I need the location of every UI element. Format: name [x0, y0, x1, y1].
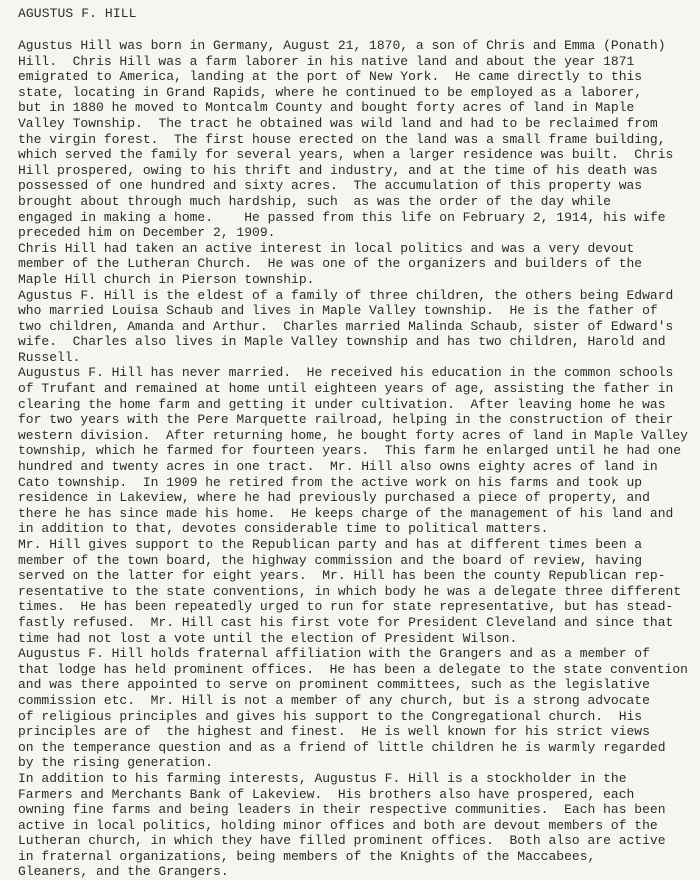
- text-line: Cato township. In 1909 he retired from the active work on his farms and took up: [18, 474, 643, 490]
- text-line: for two years with the Pere Marquette railroad, helping in the construction of their: [18, 412, 674, 428]
- text-line: Russell.: [18, 349, 81, 365]
- text-line: commission etc. Mr. Hill is not a member of any church, but is a strong advocate: [18, 692, 650, 708]
- document-body: [18, 38, 688, 880]
- text-line: on the temperance question and as a friend of little children he is warmly regarded: [18, 739, 666, 755]
- text-line: In addition to his farming interests, Augustus F. Hill is a stockholder in the: [18, 770, 627, 786]
- text-line: there he has since made his home. He keeps charge of the management of his land and: [18, 505, 674, 521]
- text-line: Hill prospered, owing to his thrift and industry, and at the time of his death was: [18, 162, 658, 178]
- text-line: emigrated to America, landing at the port of New York. He came directly to this: [18, 69, 643, 85]
- text-line: Agustus F. Hill is the eldest of a family of three children, the others being Edward: [18, 287, 674, 303]
- text-line: wife. Charles also lives in Maple Valley township and has two children, Harold and: [18, 334, 666, 350]
- text-line: engaged in making a home. He passed from this life on February 2, 1914, his wife: [18, 209, 666, 225]
- text-line: in fraternal organizations, being members of the Knights of the Maccabees,: [18, 848, 596, 864]
- document-title: AGUSTUS F. HILL: [18, 6, 137, 21]
- text-line: clearing the home farm and getting it under cultivation. After leaving home he was: [18, 396, 666, 412]
- text-line: times. He has been repeatedly urged to run for state representative, but has stead-: [18, 599, 674, 615]
- text-line: and was there appointed to serve on prominent committees, such as the legislative: [18, 677, 650, 693]
- text-line: brought about through much hardship, such as was the order of the day while: [18, 193, 611, 209]
- text-line: member of the town board, the highway commission and the board of review, having: [18, 552, 643, 568]
- text-line: Augustus F. Hill has never married. He received his education in the common schools: [18, 365, 674, 381]
- text-line: that lodge has held prominent offices. He has been a delegate to the state convention: [18, 661, 688, 677]
- text-line: Chris Hill had taken an active interest in local politics and was a very devout: [18, 240, 635, 256]
- text-line: Farmers and Merchants Bank of Lakeview. His brothers also have prospered, each: [18, 786, 635, 802]
- text-line: residence in Lakeview, where he had previously purchased a piece of property, and: [18, 490, 650, 506]
- text-line: by the rising generation.: [18, 755, 214, 771]
- text-line: hundred and twenty acres in one tract. Mr. Hill also owns eighty acres of land in: [18, 459, 658, 475]
- text-line: Valley Township. The tract he obtained was wild land and had to be reclaimed from: [18, 115, 658, 131]
- text-line: member of the Lutheran Church. He was one of the organizers and builders of the: [18, 256, 643, 272]
- text-line: Lutheran church, in which they have filled prominent offices. Both also are active: [18, 833, 666, 849]
- text-line: township, which he farmed for fourteen years. This farm he enlarged until he had one: [18, 443, 682, 459]
- text-line: Maple Hill church in Pierson township.: [18, 271, 315, 287]
- text-line: Hill. Chris Hill was a farm laborer in his native land and about the year 1871: [18, 53, 635, 69]
- text-line: fastly refused. Mr. Hill cast his first vote for President Cleveland and since that: [18, 614, 674, 630]
- text-line: owning fine farms and being leaders in their respective communities. Each has been: [18, 802, 666, 818]
- text-line: but in 1880 he moved to Montcalm County and bought forty acres of land in Maple: [18, 100, 635, 116]
- text-line: in addition to that, devotes considerable time to political matters.: [18, 521, 549, 537]
- text-line: who married Louisa Schaub and lives in Maple Valley township. He is the father of: [18, 303, 658, 319]
- text-line: the virgin forest. The first house erected on the land was a small frame building,: [18, 131, 666, 147]
- text-line: two children, Amanda and Arthur. Charles married Malinda Schaub, sister of Edward's: [18, 318, 674, 334]
- text-line: possessed of one hundred and sixty acres. The accumulation of this property was: [18, 178, 643, 194]
- text-line: of Trufant and remained at home until eighteen years of age, assisting the father in: [18, 381, 674, 397]
- text-line: which served the family for several years, when a larger residence was built. Chris: [18, 147, 674, 163]
- text-line: Augustus F. Hill holds fraternal affiliation with the Grangers and as a member of: [18, 646, 650, 662]
- text-line: principles are of the highest and finest. He is well known for his strict views: [18, 724, 650, 740]
- text-line: resentative to the state conventions, in which body he was a delegate three different: [18, 583, 682, 599]
- text-line: Mr. Hill gives support to the Republican party and has at different times been a: [18, 537, 643, 552]
- text-line: state, locating in Grand Rapids, where he continued to be employed as a laborer,: [18, 84, 643, 100]
- text-line: active in local politics, holding minor offices and both are devout members of the: [18, 817, 658, 833]
- text-line: served on the latter for eight years. Mr. Hill has been the county Republican rep-: [18, 568, 666, 584]
- text-line: Gleaners, and the Grangers.: [18, 864, 229, 880]
- text-line: time had not lost a vote until the election of President Wilson.: [18, 630, 518, 646]
- text-line: of religious principles and gives his support to the Congregational church. His: [18, 708, 643, 724]
- text-line: Agustus Hill was born in Germany, August 21, 1870, a son of Chris and Emma (Ponath): [18, 38, 666, 53]
- text-line: preceded him on December 2, 1909.: [18, 225, 276, 241]
- text-line: western division. After returning home, he bought forty acres of land in Maple Valley: [18, 427, 688, 443]
